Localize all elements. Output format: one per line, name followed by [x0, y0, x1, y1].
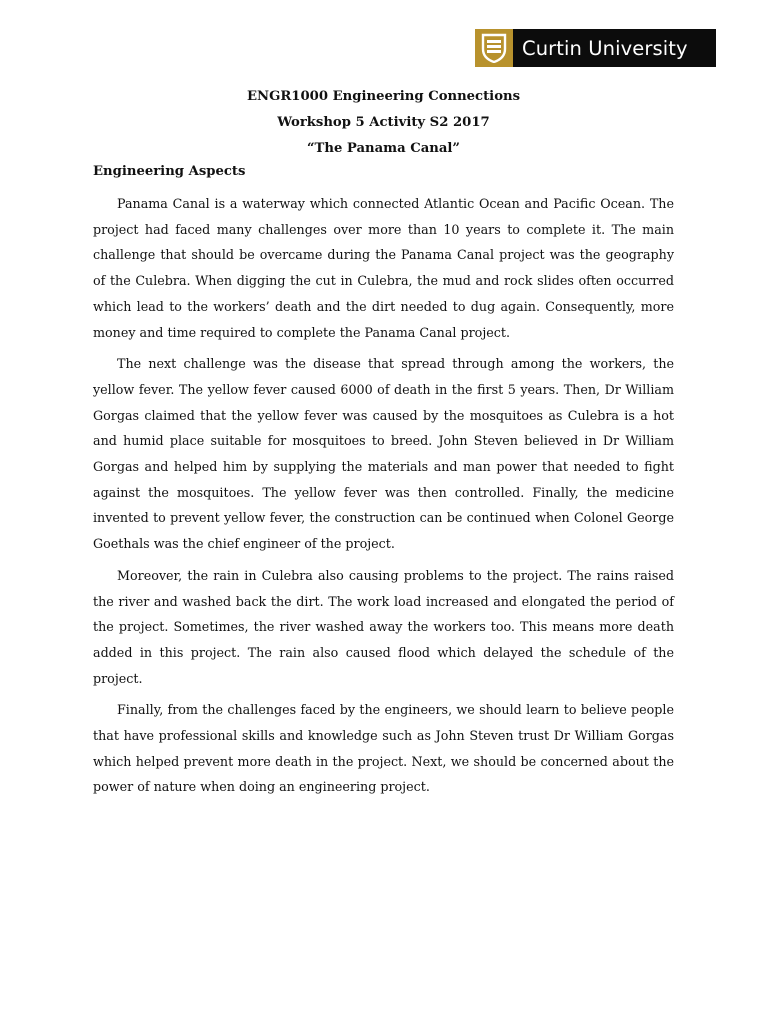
body-text [93, 191, 674, 806]
course-title: ENGR1000 Engineering Connections [246, 89, 521, 104]
paragraph: Panama Canal is a waterway which connected Atlantic Ocean and Pacific Ocean. The project had faced many challenges over more than 10 years to complete it. The main challenge that should be overcame during the Panama Canal project was the geography of the Culebra. When digging the cut in Culebra, the mud and rock slides often occurred which lead to the workers’ death and the dirt needed to dug again. Consequently, more money and time required to complete the Panama Canal project. [93, 196, 674, 340]
paragraph: Finally, from the challenges faced by the engineers, we should learn to believe people that have professional skills and knowledge such as John Steven trust Dr William Gorgas which helped prevent more death in the project. Next, we should be concerned about the power of nature when doing an engineering project. [93, 702, 674, 795]
activity-title: Workshop 5 Activity S2 2017 [277, 115, 490, 130]
logo-wordmark: Curtin University [522, 36, 688, 60]
curtin-university-logo [475, 29, 716, 67]
section-heading: Engineering Aspects [93, 164, 246, 179]
curtin-crest-icon [475, 29, 513, 67]
topic-title: “The Panama Canal” [306, 141, 461, 156]
paragraph: Moreover, the rain in Culebra also causing problems to the project. The rains raised the river and washed back the dirt. The work load increased and elongated the period of the project. Sometimes, the river washed away the workers too. This means more death added in this project. The rain also caused flood which delayed the schedule of the project. [93, 567, 674, 686]
paragraph: The next challenge was the disease that spread through among the workers, the yellow fever. The yellow fever caused 6000 of death in the first 5 years. Then, Dr William Gorgas claimed that the yellow fever was caused by the mosquitoes as Culebra is a hot and humid place suitable for mosquitoes to breed. John Steven believed in Dr William Gorgas and helped him by supplying the materials and man power that needed to fight against the mosquitoes. The yellow fever was then controlled. Finally, the medicine invented to prevent yellow fever, the construction can be continued when Colonel George Goethals was the chief engineer of the project. [93, 356, 674, 552]
